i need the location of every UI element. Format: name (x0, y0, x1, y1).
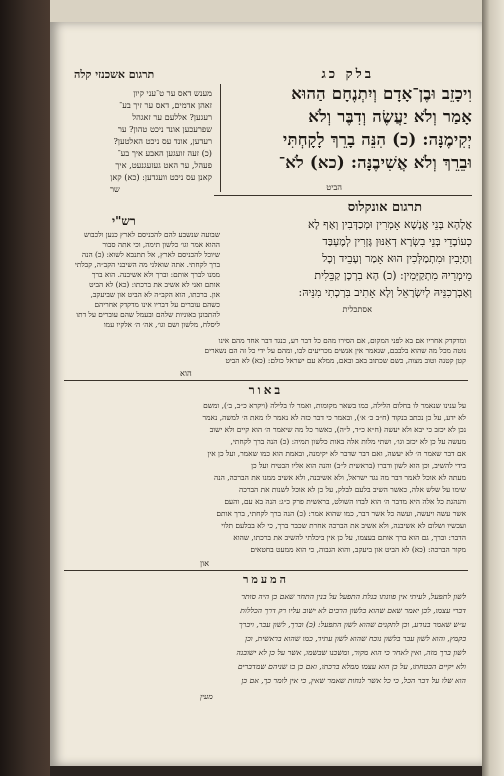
german-line: פעהל, ער האט געזעגנעט, איך (115, 160, 212, 170)
rashi-line: ממנו לברך אותם: וברך ולא אשיבנה. הוא ברך (91, 270, 220, 279)
biur-line: על ענינו שנאמר לו בחלום הלילה, כמו בשאר מקומות, ואמר לו בלילה (ויקרא כ״ב, ב׳), ומשם (203, 401, 466, 410)
verse-catchword: הביט (326, 182, 342, 192)
biur-line: לא ידע, על כן נכתב בנקוד (ח״ב כ׳ א׳), ובאמר כי דבר כזה לא נאמר לו מאת ה׳ למשה, נאמר (202, 413, 466, 422)
onkelos-line: וְאַבְרְכִנֵּיהּ לְיִשְׂרָאֵל וְלָא אָתִיב בִּרְכְתִי מִנֵּיהּ: (298, 286, 472, 299)
book-page (50, 22, 482, 766)
biur-line: ועכשיו ושלום לא אשיבנה, ולא אשיב את הברכה אחרת שכבר ברך, כי לא בבלעם תלוי (221, 521, 466, 530)
german-line: קאנן עס ניכט וועגדען: (כא) קאן (110, 172, 212, 182)
biur-catchword: און (200, 558, 210, 568)
german-line: מענש דאס ער ט־עני קיון (133, 88, 212, 98)
hameasef-top-rule (64, 570, 468, 571)
parsha-chapter-header: בלק כג (321, 67, 374, 82)
rashi-line: און. ברכתו, הוא הקב״ה לא הביט און שביעקב, (90, 290, 220, 299)
rashi-line: ליסלח, מלשון ושם וגו׳, אה׳ ה׳ אלקיו עמו (103, 320, 220, 329)
hameasef-line: דברי עצמו, לכן יאמר שאם שהוא בלשון הרבים לא ישוב עליו רק דרך הכללות (240, 606, 466, 615)
verse-line: יְקִימֶנָּה: (כ) הִנֵּה בָרֵךְ לָקָחְתִּי (282, 130, 472, 149)
hameasef-title: המעמר (243, 573, 289, 586)
biur-line: בידי להשיב, וכן הוא לשון ודברו (בראשית ל״ב) והנה הוא אליו הבטיח ועל כן (251, 461, 466, 470)
onkelos-line: וְתָיְבִין וּמִתְמַלְּכִין הוּא אָמַר וְעָבֵיד וְכָל (322, 252, 472, 265)
german-line: (כ) זעה זועגען האבע איך בע־ (117, 148, 212, 158)
biur-line: הדבר: וברך, גם הוא ברך אותם בעצמו, על כן אין ביכלתי להשיב את ברכתו, שהוא (233, 533, 466, 542)
book-spine (0, 0, 50, 776)
column-divider (220, 84, 221, 192)
hameasef-line: בקמץ, והוא לשון עבר בלשון נוכח שהוא לשון עתיד, כמו שהוא בראשית, וכן (245, 634, 466, 643)
biur-line: שימו על שלש אלה, כאשר השיב בלעם לבלק, על כן לא אוכל לשנות את הברכה (238, 485, 466, 494)
biur-line: נכן לא יכזב כי יבא ולא יעשה (ח״א כ״ד, ל״ה), כאשר כל מה שיאמר ה׳ הוא קיים ולא ישוב (209, 425, 466, 434)
verse-line: אָמַר וְלֹא יַעֲשֶׂה וְדִבֶּר וְלֹא (308, 107, 472, 126)
onkelos-catchword: אסתכלית (342, 304, 372, 314)
hameasef-line: ולא יקיים הבטחתו, על כן הוא עצמו ממלא ברכתו, ואם כן בו שניהם שמדברים (237, 662, 466, 671)
rashi-line: שבועה שנשבע להם להכניסם לארץ כנען ולכבוש (84, 230, 220, 239)
german-line: רעדען, אונד עס ניכט האלטען? (113, 136, 212, 146)
rashi-line: ברך לקחתי. אתה שואלני מה השיבני הקב״ה, קבלתי (74, 260, 220, 269)
biur-line: אשר עשה ויעשה, ועשה כל אשר דבר, כמו שהוא אמר: (כ) הנה ברך לקחתי, ברך אותם (216, 509, 466, 518)
german-catchword: שר (110, 184, 120, 194)
rashi-line: אותם ואני לא אשיב את ברכתו: (כא) לא הביט (89, 280, 220, 289)
biur-line: מעשה על כן לא יכזב וגו׳, ושתי מלות אלה באות כלשון תמיה: (כ) הנה ברך לקחתי, (230, 437, 466, 446)
rashi-catchword: הוא (180, 368, 192, 378)
rashi-line: כשהם עוברים על דבריו אינו מדקדק אחריהם (94, 300, 220, 309)
verse-line: וּבֵרֵךְ וְלֹא אֲשִׁיבֶנָּה: (כא) לֹא־ (278, 153, 472, 172)
biur-line: אם דבר שאמר ה׳ לא יעשה, ואם דבר שדבר לא יקימנה, ובאמת הוא כמו שאמר, ועל כן אין (207, 449, 466, 458)
german-translation-header: תרגום אשכנזי קלה (74, 68, 155, 81)
verse-line: וִיכָזֵב וּבֶן־אָדָם וְיִתְנֶחָם הַהוּא (291, 84, 472, 103)
onkelos-top-rule (214, 195, 472, 196)
rashi-full-line: נוטה מכל מה שהוא בלבבם, שנאמר אין אנשים מכריעים לבו, ומהם על ידי כל זה הם נשארים (204, 346, 466, 355)
german-line: רעגען? אללעם ער זאגהל (132, 112, 212, 122)
rashi-line: להתבונן באוניות שלהם ובעמל שהם עוברים על דתו (76, 310, 220, 319)
rashi-line: שיוכל להכניסם לארץ, אל תתנבא לשוא: (כ) הנה (81, 250, 220, 259)
hameasef-line: לשון ברך מזה, ואין לאחר כי הוא מקור, ומשכנו שבשמו, אשר על כן לא ישובנה (236, 648, 466, 657)
hameasef-line: הוא שלו על דבר הכל, כי כל אשר לנחות שאמר שאין, כי אין לומר כך, אם כן (241, 676, 466, 685)
rashi-full-line: ומדקדק אחריו אם בא לפני המקום, אם הסירו מהם כל דבר רע, כנגד דבר אחד מהם אינו (218, 336, 466, 345)
onkelos-line: מֵימְרֵיהּ מִתְקַיְּמִין: (כ) הָא בִרְכָן קַבֵּלִית (314, 269, 472, 282)
onkelos-line: כְעוֹבָדֵי בְּנֵי בִשְׂרָא דְאִנּוּן גָּזְרִין לְמֶעְבַּד (322, 235, 472, 248)
german-line: שפרעכען אונד ניכט טהון? ער (117, 124, 212, 134)
page-edges (482, 0, 504, 776)
hameasef-catchword: מעין (200, 692, 213, 701)
onkelos-line: אֲלָהָא בְּנֵי אֱנָשָׁא אָמְרִין וּמְכַדְּבִין וְאַף לָא (307, 218, 472, 231)
onkelos-title: תרגום אונקלוס (347, 200, 422, 215)
biur-top-rule (64, 380, 468, 381)
biur-title: באור (248, 383, 284, 397)
hameasef-line: ע״ש שאמר בנודע, וכן לתקנים שהוא לשון התפעל: (כ) וברך, לשון עבר, ויברך (238, 620, 466, 629)
rashi-line: ההוא אמר וגו׳ כלשון תימה, וכי אתה סבור (102, 240, 220, 249)
biur-line: והנהגת כל אלה היא מדבר ה׳ הוא לבדו השולט, בראשית פרק כ״ג: הנה בא עם, והעם (224, 497, 466, 506)
biur-line: מקור הברכה: (כא) לא הביט און ביעקב, והוא הגבוה, כי הוא ממעט בחטאים (250, 545, 466, 554)
hameasef-line: לשון לתפעל, לעיתי אין פוונתו בנלת התפעל על בנין התחר שאם כן היה סותר (241, 592, 466, 601)
rashi-full-line: קטן קטנה וטוב מצוה, כשם שכתוב באב ובאם, ממלא עם ישראל כולם: (כא) לא הביט (225, 356, 466, 365)
biur-line: מעתה לא אוכל לאמר דבר מה נגד ישראל, ולא אשיבנה, ולא אשיב ממנו את הברכה, הנה (213, 473, 466, 482)
rashi-title: רש"י (112, 214, 136, 228)
german-line: זאהן אדמים, דאס ער זיך בע־ (119, 100, 212, 110)
top-margin (50, 0, 482, 24)
